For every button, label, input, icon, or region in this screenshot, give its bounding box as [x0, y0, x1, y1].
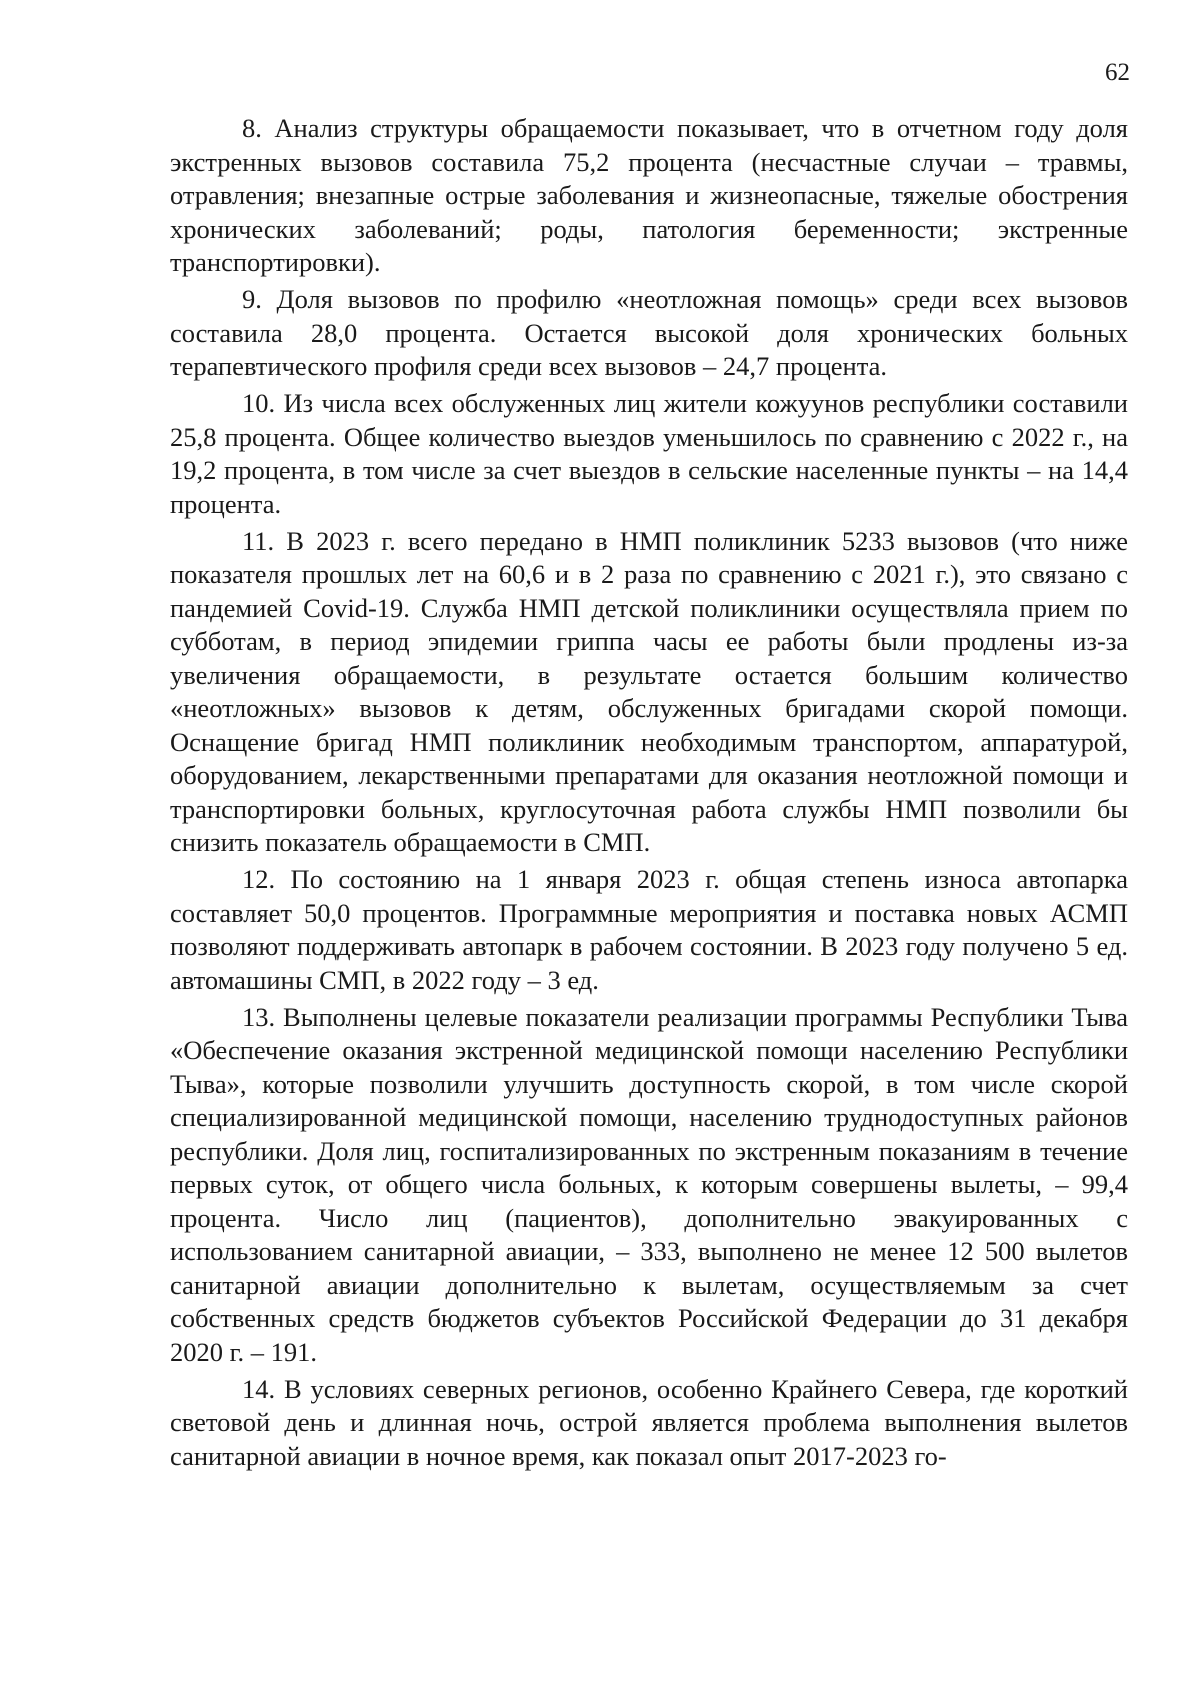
paragraph-10: 10. Из числа всех обслуженных лиц жители кожуунов республики составили 25,8 процента. Общее количество выездов уменьшилось по сравнению с 2022 г., на 19,2 процента, в том числе за счет выездов в сельские населенные пункты – на 14,4 процента.	[170, 388, 1128, 519]
document-body	[170, 112, 1128, 1477]
page-number: 62	[1105, 59, 1130, 86]
paragraph-11: 11. В 2023 г. всего передано в НМП поликлиник 5233 вызовов (что ниже показателя прошлых лет на 60,6 и в 2 раза по сравнению с 2021 г.), это связано с пандемией Covid-19. Служба НМП детской поликлиники осуществляла прием по субботам, в период эпидемии гриппа часы ее работы были продлены из-за увеличения обращаемости, в результате остается большим количество «неотложных» вызовов к детям, обслуженных бригадами скорой помощи. Оснащение бригад НМП поликлиник необходимым транспортом, аппаратурой, оборудованием, лекарственными препаратами для оказания неотложной помощи и транспортировки больных, круглосуточная работа службы НМП позволили бы снизить показатель обращаемости в СМП.	[170, 525, 1128, 857]
paragraph-9: 9. Доля вызовов по профилю «неотложная помощь» среди всех вызовов составила 28,0 процента. Остается высокой доля хронических больных терапевтического профиля среди всех вызовов – 24,7 процента.	[170, 284, 1128, 381]
paragraph-13: 13. Выполнены целевые показатели реализации программы Республики Тыва «Обеспечение оказания экстренной медицинской помощи населению Республики Тыва», которые позволили улучшить доступность скорой, в том числе скорой специализированной медицинской помощи, населению труднодоступных районов республики. Доля лиц, госпитализированных по экстренным показаниям в течение первых суток, от общего числа больных, к которым совершены вылеты, – 99,4 процента. Число лиц (пациентов), дополнительно эвакуированных с использованием санитарной авиации, – 333, выполнено не менее 12 500 вылетов санитарной авиации дополнительно к вылетам, осуществляемым за счет собственных средств бюджетов субъектов Российской Федерации до 31 декабря 2020 г. – 191.	[170, 1001, 1128, 1367]
paragraph-12: 12. По состоянию на 1 января 2023 г. общая степень износа автопарка составляет 50,0 процентов. Программные мероприятия и поставка новых АСМП позволяют поддерживать автопарк в рабочем состоянии. В 2023 году получено 5 ед. автомашины СМП, в 2022 году – 3 ед.	[170, 864, 1128, 995]
paragraph-8: 8. Анализ структуры обращаемости показывает, что в отчетном году доля экстренных вызовов составила 75,2 процента (несчастные случаи – травмы, отравления; внезапные острые заболевания и жизнеопасные, тяжелые обострения хронических заболеваний; роды, патология беременности; экстренные транспортировки).	[170, 113, 1128, 277]
paragraph-14: 14. В условиях северных регионов, особенно Крайнего Севера, где короткий световой день и длинная ночь, острой является проблема выполнения вылетов санитарной авиации в ночное время, как показал опыт 2017-2023 го-	[170, 1373, 1128, 1471]
